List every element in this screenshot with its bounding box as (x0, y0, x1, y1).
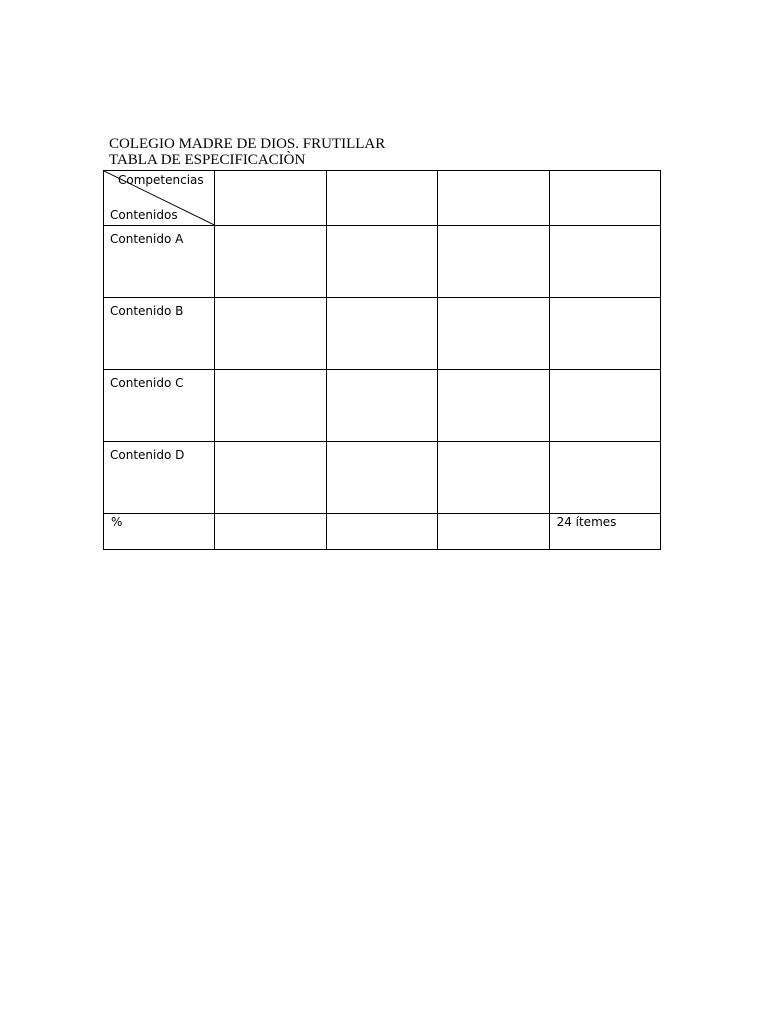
row-label-cell (104, 442, 215, 514)
competency-header-cell (326, 171, 437, 226)
table-cell (215, 514, 326, 550)
table-title: TABLA DE ESPECIFICACIÒN (109, 152, 306, 168)
row-label: Contenido D (110, 448, 185, 462)
table-cell (326, 298, 437, 370)
table-cell (438, 298, 549, 370)
table-cell (438, 226, 549, 298)
table-cell (438, 442, 549, 514)
total-items-label: 24 ítemes (556, 515, 617, 529)
header-row (104, 171, 661, 226)
percent-label: % (111, 515, 123, 529)
table-cell (215, 370, 326, 442)
table-row (104, 298, 661, 370)
table-cell (215, 298, 326, 370)
table-cell (549, 370, 660, 442)
table-row (104, 442, 661, 514)
table-cell (215, 226, 326, 298)
competencias-label: Competencias (118, 173, 204, 187)
row-label: Contenido A (110, 232, 184, 246)
competency-header-cell (549, 171, 660, 226)
school-name: COLEGIO MADRE DE DIOS. FRUTILLAR (109, 136, 386, 152)
row-label-cell (104, 370, 215, 442)
row-label-cell (104, 226, 215, 298)
table-row (104, 370, 661, 442)
table-cell (326, 370, 437, 442)
row-label: Contenido B (110, 304, 184, 318)
total-items-cell (549, 514, 660, 550)
specification-table (103, 170, 661, 550)
table-cell (438, 370, 549, 442)
competency-header-cell (438, 171, 549, 226)
row-label: Contenido C (110, 376, 184, 390)
table-cell (438, 514, 549, 550)
percentage-row (104, 514, 661, 550)
table-cell (215, 442, 326, 514)
table-cell (549, 442, 660, 514)
competency-header-cell (215, 171, 326, 226)
table-cell (549, 226, 660, 298)
table-cell (326, 226, 437, 298)
table-cell (326, 442, 437, 514)
table-cell (326, 514, 437, 550)
row-label-cell (104, 298, 215, 370)
table-row (104, 226, 661, 298)
table-cell (549, 298, 660, 370)
percent-label-cell (104, 514, 215, 550)
corner-header-cell (104, 171, 215, 226)
document-heading (109, 136, 385, 168)
contenidos-label: Contenidos (110, 208, 178, 222)
